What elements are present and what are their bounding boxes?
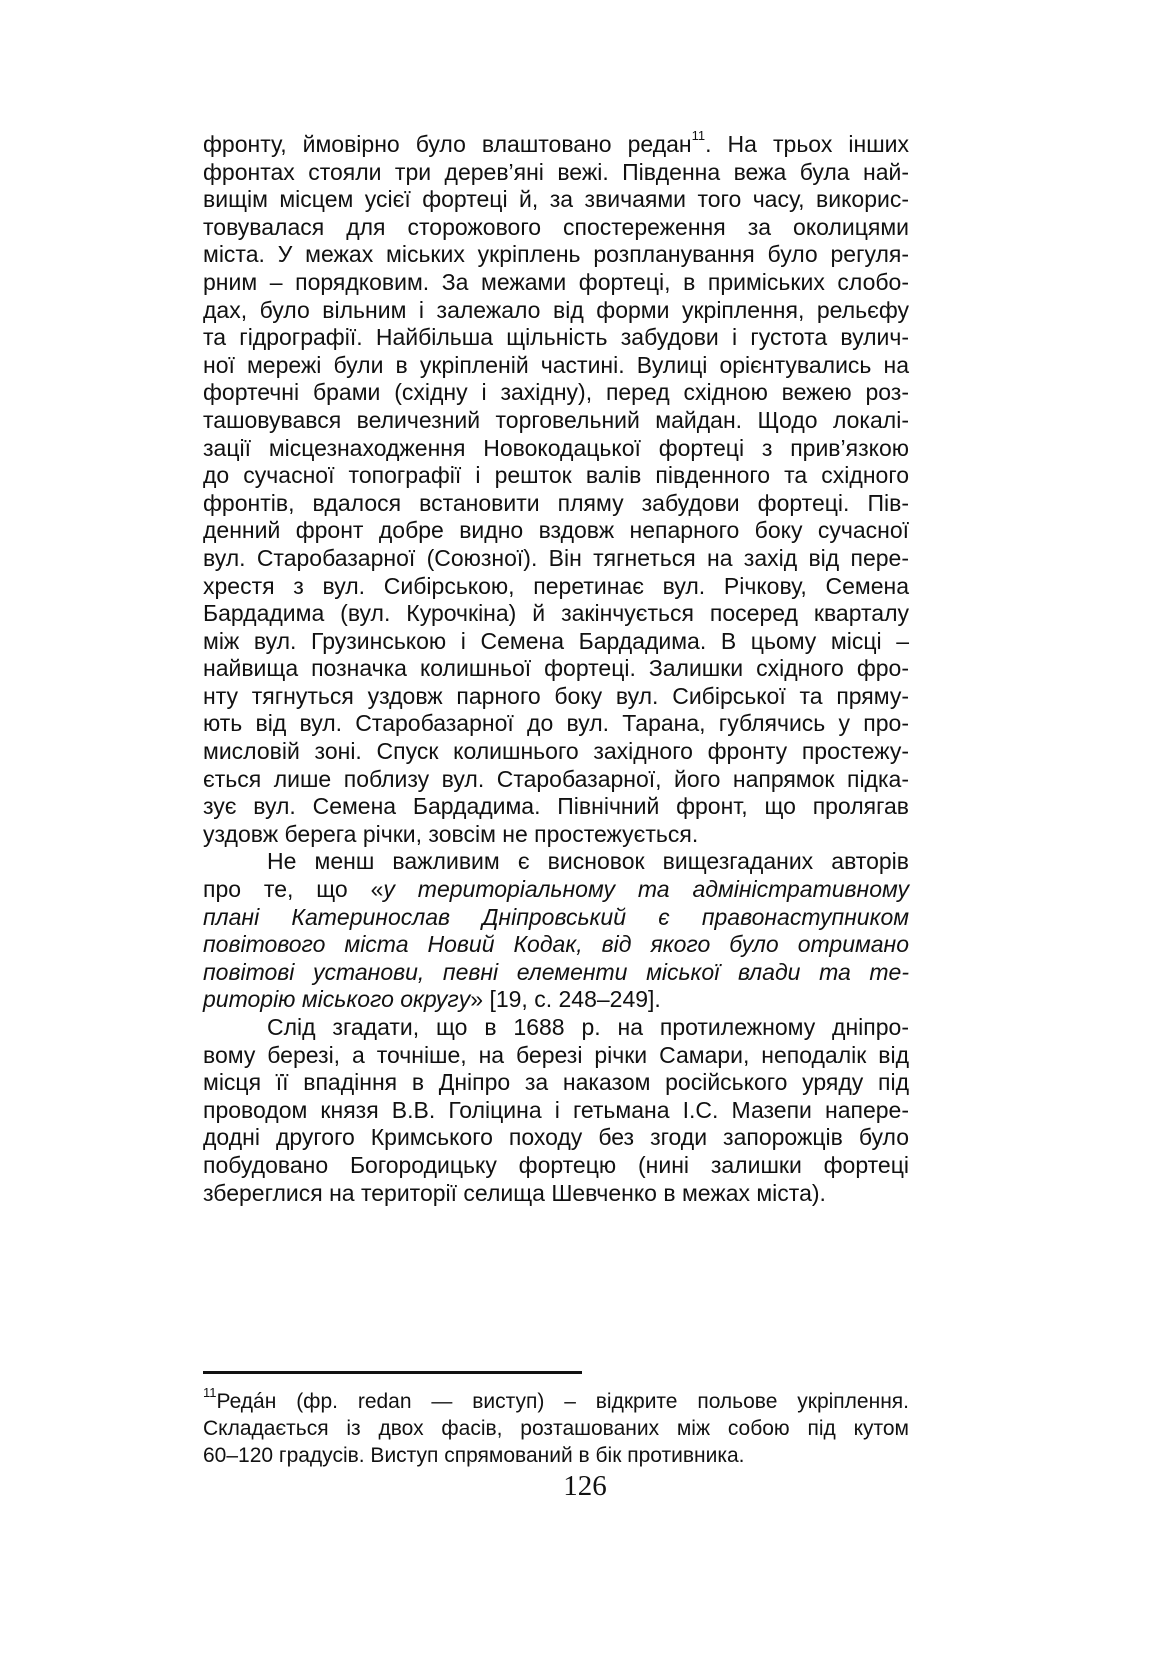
footnote-line: Складається із двох фасів, розташованих між собою під кутом xyxy=(203,1417,909,1440)
text-line: ної мережі були в укріпленій частині. Вулиці орієнтувались на xyxy=(203,351,909,378)
text-line: хрестя з вул. Сибірською, перетинає вул. Річкову, Семена xyxy=(203,572,909,599)
text-line: уздовж берега річки, зовсім не простежується. xyxy=(203,820,699,847)
text-line: вому березі, а точніше, на березі річки Самари, неподалік від xyxy=(203,1041,909,1068)
text-line: денний фронт добре видно вздовж непарного боку сучасної xyxy=(203,517,909,544)
text-line: ється лише поблизу вул. Старобазарної, його напрямок підка- xyxy=(203,765,909,792)
text-line: плані Катеринослав Дніпровський є правонаступником xyxy=(203,903,909,930)
text-line: рним – порядковим. За межами фортеці, в приміських слобо- xyxy=(203,268,909,295)
text-line: найвища позначка колишньої фортеці. Залишки східного фро- xyxy=(203,655,909,682)
text-line: ташовувався величезний торговельний майдан. Щодо локалі- xyxy=(203,406,909,433)
text-line: фронтах стояли три дерев’яні вежі. Південна вежа була най- xyxy=(203,158,909,185)
text-line xyxy=(203,986,909,1014)
text-line: ють від вул. Старобазарної до вул. Тарана, гублячись у про- xyxy=(203,710,909,737)
text-line: повітові установи, певні елементи міської влади та те- xyxy=(203,958,909,985)
text-line: до сучасної топографії і решток валів південного та східного xyxy=(203,462,909,489)
text-line: зації місцезнаходження Новокодацької фортеці з прив’язкою xyxy=(203,434,909,461)
text-line: додні другого Кримського походу без згоди запорожців було xyxy=(203,1124,909,1151)
text-line: Не менш важливим є висновок вищезгаданих авторів xyxy=(267,848,909,875)
text-line: Бардадима (вул. Курочкіна) й закінчується посеред кварталу xyxy=(203,600,909,627)
text-line: фронту, ймовірно було влаштовано редан$^{11}$. На трьох інших xyxy=(203,128,909,157)
citation: » [19, с. 248–249]. xyxy=(470,986,661,1013)
quotation: риторію міського округу xyxy=(203,986,471,1013)
footnote xyxy=(203,1385,909,1469)
text-line: вищім місцем усієї фортеці й, за звичаями того часу, викорис- xyxy=(203,186,909,213)
text-line: дах, було вільним і залежало від форми укріплення, рельєфу xyxy=(203,296,909,323)
footnote-line: 60–120 градусів. Виступ спрямований в бік противника. xyxy=(203,1444,745,1467)
text-line: повітового міста Новий Кодак, від якого було отримано xyxy=(203,931,909,958)
text-line: фронтів, вдалося встановити пляму забудови фортеці. Пів- xyxy=(203,489,909,516)
text-line: Слід згадати, що в 1688 р. на протилежному дніпро- xyxy=(267,1014,909,1040)
text-line: мисловій зоні. Спуск колишнього західного фронту простежу- xyxy=(203,738,909,765)
text-line: нту тягнуться уздовж парного боку вул. Сибірської та пряму- xyxy=(203,682,909,709)
page-number: 126 xyxy=(563,1470,607,1502)
text-line: про те, що «у територіальному та адміністративному xyxy=(203,876,909,903)
text-line: міста. У межах міських укріплень розпланування було регуля- xyxy=(203,241,909,268)
footnote-marker: 11 xyxy=(203,1385,217,1400)
body-text xyxy=(203,128,909,1207)
text-line: вул. Старобазарної (Союзної). Він тягнеться на захід від пере- xyxy=(203,544,909,571)
footnote-separator xyxy=(203,1371,582,1374)
text-line: зує вул. Семена Бардадима. Північний фронт, що пролягав xyxy=(203,793,909,820)
footnote-reference[interactable]: 11 xyxy=(691,128,706,143)
text-line: товувалася для сторожового спостереження за околицями xyxy=(203,213,909,240)
quotation: у територіальному та адміністративному xyxy=(383,876,909,903)
text-line: побудовано Богородицьку фортецю (нині залишки фортеці xyxy=(203,1151,909,1178)
footnote-line: $^{11}$Редáн (фр. redan — виступ) – відкрите польове укріплення. xyxy=(203,1385,909,1413)
text-line: між вул. Грузинською і Семена Бардадима. В цьому місці – xyxy=(203,627,909,654)
text-line: збереглися на території селища Шевченко в межах міста). xyxy=(203,1179,826,1206)
text-line: місця її впадіння в Дніпро за наказом російського уряду під xyxy=(203,1069,909,1096)
text-line: та гідрографії. Найбільша щільність забудови і густота вулич- xyxy=(203,324,909,351)
text-line: проводом князя В.В. Голіцина і гетьмана І.С. Мазепи напере- xyxy=(203,1096,909,1123)
text-line: фортечні брами (східну і західну), перед східною вежею роз- xyxy=(203,379,909,406)
